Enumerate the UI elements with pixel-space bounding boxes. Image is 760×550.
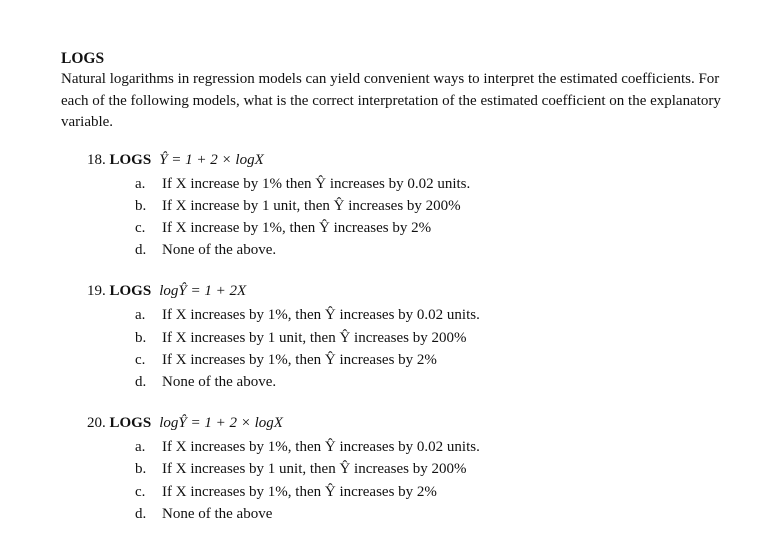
question-tag: LOGS bbox=[109, 283, 152, 300]
option-letter: b. bbox=[135, 461, 147, 478]
option-text: If X increase by 1% then Ŷ increases by 0.02 units. bbox=[162, 175, 471, 192]
option-letter: d. bbox=[135, 373, 147, 390]
question-1 bbox=[61, 149, 731, 262]
question-tag: LOGS bbox=[109, 151, 152, 168]
option-letter: a. bbox=[135, 307, 146, 324]
option-text: None of the above. bbox=[162, 242, 277, 259]
option-letter: c. bbox=[135, 483, 146, 500]
option-text: If X increase by 1 unit, then Ŷ increases by 200% bbox=[162, 197, 461, 214]
option-text: If X increases by 1%, then Ŷ increases by 2% bbox=[162, 483, 437, 500]
answer-option bbox=[61, 327, 731, 349]
option-text: If X increases by 1%, then Ŷ increases by 0.02 units. bbox=[162, 439, 480, 456]
question-list bbox=[61, 149, 731, 525]
option-letter: b. bbox=[135, 197, 147, 214]
question-number: 18. bbox=[87, 151, 106, 168]
answer-option bbox=[61, 481, 731, 503]
answer-option bbox=[61, 239, 731, 261]
option-text: If X increase by 1%, then Ŷ increases by 2% bbox=[162, 219, 432, 236]
option-letter: a. bbox=[135, 175, 146, 192]
section-intro: Natural logarithms in regression models can yield convenient ways to interpret the estimated coefficients. For each of the following models, what is the correct interpretation of the estimated coefficient on the explanatory variable. bbox=[61, 71, 721, 130]
question-header bbox=[61, 280, 731, 302]
answer-option bbox=[61, 458, 731, 480]
option-letter: c. bbox=[135, 219, 146, 236]
answer-option bbox=[61, 503, 731, 525]
question-number: 19. bbox=[87, 283, 106, 300]
answer-option bbox=[61, 436, 731, 458]
section-title: LOGS bbox=[61, 50, 105, 67]
document bbox=[61, 48, 731, 525]
question-header bbox=[61, 149, 731, 171]
question-formula: logŶ = 1 + 2X bbox=[159, 283, 247, 300]
question-formula: logŶ = 1 + 2 × logX bbox=[159, 415, 283, 432]
option-letter: b. bbox=[135, 329, 147, 346]
answer-option bbox=[61, 195, 731, 217]
answer-option bbox=[61, 173, 731, 195]
option-text: If X increases by 1%, then Ŷ increases by 2% bbox=[162, 351, 437, 368]
answer-option bbox=[61, 217, 731, 239]
answer-options bbox=[61, 436, 731, 525]
option-letter: d. bbox=[135, 242, 147, 259]
option-letter: c. bbox=[135, 351, 146, 368]
option-text: If X increases by 1%, then Ŷ increases by 0.02 units. bbox=[162, 307, 480, 324]
question-tag: LOGS bbox=[109, 415, 152, 432]
answer-option bbox=[61, 349, 731, 371]
question-header bbox=[61, 412, 731, 434]
answer-options bbox=[61, 173, 731, 262]
option-text: None of the above. bbox=[162, 373, 277, 390]
option-letter: d. bbox=[135, 505, 147, 522]
option-text: If X increases by 1 unit, then Ŷ increases by 200% bbox=[162, 329, 467, 346]
option-letter: a. bbox=[135, 439, 146, 456]
answer-option bbox=[61, 371, 731, 393]
question-2 bbox=[61, 280, 731, 393]
answer-option bbox=[61, 304, 731, 326]
question-formula: Ŷ = 1 + 2 × logX bbox=[159, 151, 264, 168]
question-3 bbox=[61, 412, 731, 525]
option-text: If X increases by 1 unit, then Ŷ increases by 200% bbox=[162, 461, 467, 478]
question-number: 20. bbox=[87, 415, 106, 432]
option-text: None of the above bbox=[162, 505, 273, 522]
answer-options bbox=[61, 304, 731, 393]
